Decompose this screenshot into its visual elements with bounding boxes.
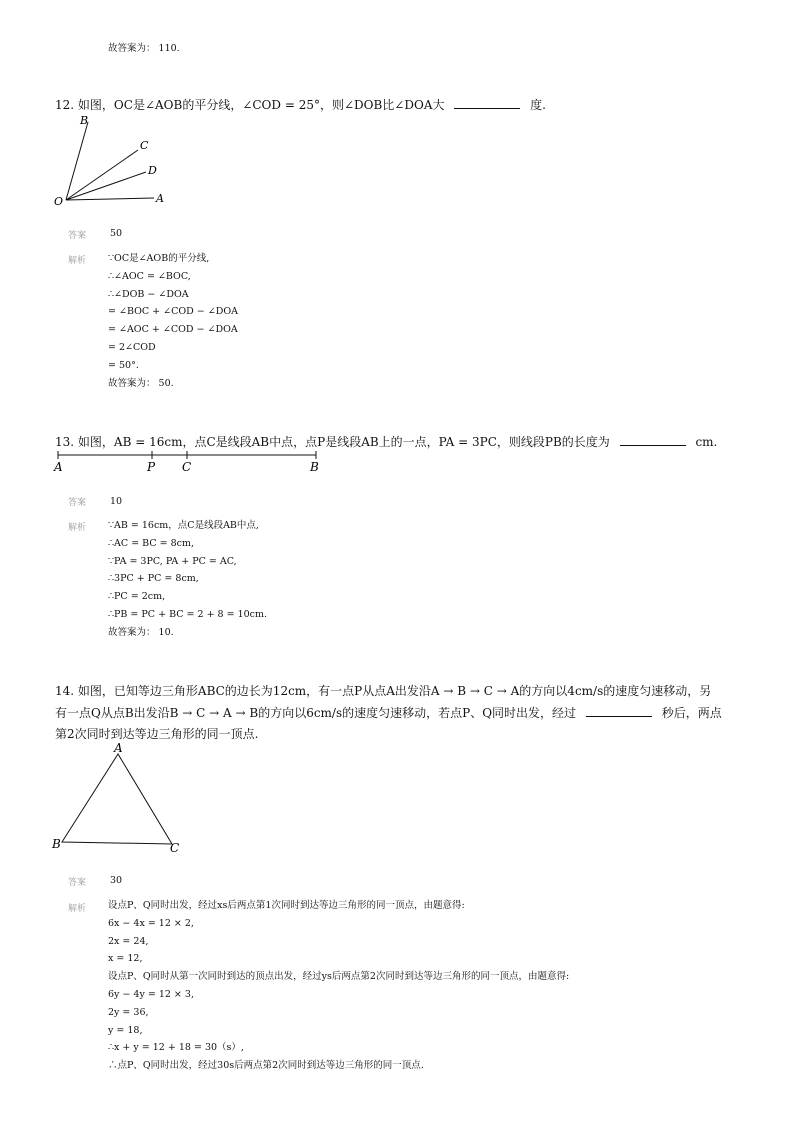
q14-triangle-figure — [50, 740, 185, 855]
analysis-line: 2y = 36, — [108, 1006, 149, 1018]
q14-stem-line3: 第2次同时到达等边三角形的同一顶点. — [55, 727, 259, 741]
q14-answer: 30 — [110, 875, 123, 886]
ray-ob — [66, 122, 88, 200]
analysis-line: ∴∠DOB − ∠DOA — [108, 288, 189, 300]
analysis-line: = 2∠COD — [108, 341, 156, 353]
q12-angle-figure — [50, 112, 180, 212]
label-a: A — [54, 460, 63, 474]
q12-analysis — [108, 250, 238, 392]
analysis-line: 2x = 24, — [108, 935, 149, 947]
analysis-line: ∴PB = PC + BC = 2 + 8 = 10cm. — [108, 608, 268, 620]
analysis-line: ∴AC = BC = 8cm, — [108, 537, 194, 549]
analysis-line: 设点P、Q同时从第一次同时到达的顶点出发，经过ys后两点第2次同时到达等边三角形的同一顶点，由题意得: — [108, 971, 570, 983]
q13-stem — [55, 433, 717, 450]
analysis-line: x = 12, — [108, 953, 143, 965]
label-o: O — [54, 195, 64, 208]
label-c: C — [170, 841, 180, 855]
label-b: B — [310, 460, 319, 474]
q14-text-line2-after: 秒后，两点 — [661, 706, 722, 720]
q14-analysis-label: 解析 — [68, 904, 87, 914]
q12-answer: 50 — [110, 228, 123, 239]
q13-number: 13. — [55, 435, 75, 449]
q12-number: 12. — [55, 98, 75, 112]
q13-text-before: 如图，AB = 16cm，点C是线段AB中点，点P是线段AB上的一点，PA = 3PC，则线段PB的长度为 — [77, 435, 610, 449]
q13-answer-blank[interactable] — [620, 435, 686, 446]
analysis-line: ∴3PC + PC = 8cm, — [108, 573, 199, 585]
label-c: C — [182, 460, 192, 474]
analysis-line: ∵PA = 3PC, PA + PC = AC, — [108, 555, 237, 567]
analysis-line: ∵AB = 16cm，点C是线段AB中点, — [108, 520, 259, 531]
q12-analysis-label: 解析 — [68, 256, 87, 266]
ray-od — [66, 172, 146, 200]
label-d: D — [148, 164, 157, 177]
ray-oc — [66, 150, 138, 200]
label-a: A — [156, 192, 164, 205]
previous-answer-line: 故答案为： 110. — [108, 43, 180, 54]
label-c: C — [140, 139, 149, 152]
label-p: P — [147, 460, 156, 474]
analysis-line: ∴x + y = 12 + 18 = 30（s）, — [108, 1042, 244, 1054]
analysis-line: ∴PC = 2cm, — [108, 591, 166, 603]
q13-analysis — [108, 517, 267, 642]
q13-answer-label: 答案 — [68, 498, 87, 508]
q12-text-before: 如图，OC是∠AOB的平分线，∠COD = 25°，则∠DOB比∠DOA大 — [77, 98, 445, 112]
analysis-line: 6y − 4y = 12 × 3, — [108, 988, 194, 1000]
q14-number: 14. — [55, 684, 75, 698]
analysis-line: = ∠AOC + ∠COD − ∠DOA — [108, 324, 238, 336]
q12-text-after: 度. — [530, 98, 546, 112]
analysis-line: 故答案为： 50. — [108, 377, 174, 389]
q14-text-line1: 如图，已知等边三角形ABC的边长为12cm，有一点P从点A出发沿A → B → C → A的方向以4cm/s的速度匀速移动，另 — [77, 684, 712, 698]
analysis-line: ∵OC是∠AOB的平分线, — [108, 253, 210, 264]
q14-text-line2-before: 有一点Q从点B出发沿B → C → A → B的方向以6cm/s的速度匀速移动，若点P、Q同时出发，经过 — [55, 706, 577, 720]
analysis-line: = ∠BOC + ∠COD − ∠DOA — [108, 306, 239, 318]
q14-stem-line2 — [55, 704, 722, 721]
analysis-line: 6x − 4x = 12 × 2, — [108, 917, 194, 929]
q13-analysis-label: 解析 — [68, 523, 87, 533]
ray-oa — [66, 198, 154, 200]
q14-stem-line1 — [55, 682, 711, 699]
analysis-line: 设点P、Q同时出发，经过xs后两点第1次同时到达等边三角形的同一顶点，由题意得: — [108, 900, 465, 911]
label-b: B — [80, 114, 89, 127]
analysis-line: ∴点P、Q同时出发，经过30s后两点第2次同时到达等边三角形的同一顶点. — [108, 1060, 424, 1072]
q13-segment-figure — [52, 449, 332, 477]
label-a: A — [114, 741, 123, 755]
analysis-line: ∴∠AOC = ∠BOC, — [108, 270, 191, 282]
q13-text-after: cm. — [695, 435, 718, 449]
q13-answer: 10 — [110, 496, 123, 507]
analysis-line: 故答案为： 10. — [108, 626, 174, 638]
label-b: B — [52, 837, 61, 851]
q12-answer-blank[interactable] — [454, 98, 520, 109]
q12-answer-label: 答案 — [68, 231, 87, 241]
q12-stem — [55, 96, 546, 113]
q14-analysis — [108, 897, 569, 1075]
analysis-line: y = 18, — [108, 1024, 143, 1036]
q14-answer-blank[interactable] — [586, 706, 652, 717]
q14-answer-label: 答案 — [68, 878, 87, 888]
triangle-abc — [62, 754, 172, 844]
analysis-line: = 50°. — [108, 359, 139, 371]
